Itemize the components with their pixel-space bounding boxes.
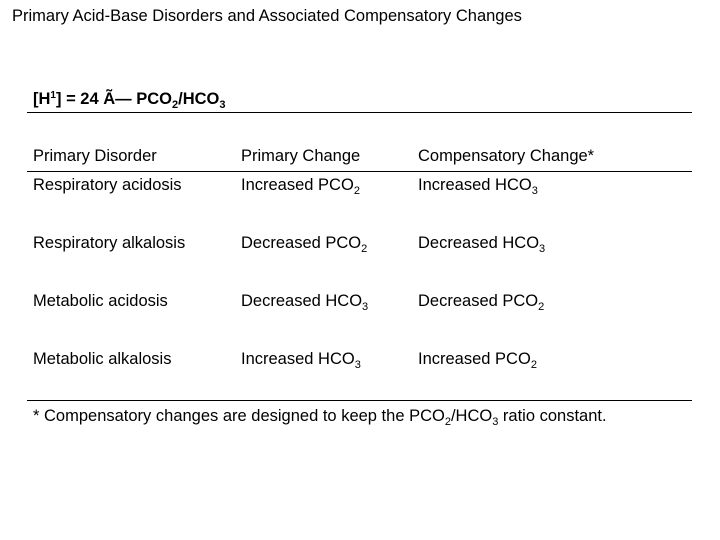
cell-text: Increased HCO bbox=[241, 350, 355, 368]
footnote-subscript-hco3: 3 bbox=[492, 416, 499, 428]
henderson-formula bbox=[33, 88, 225, 110]
formula-middle: ] = 24 Ã— PCO bbox=[55, 90, 172, 108]
formula-subscript-pco2: 2 bbox=[171, 99, 179, 111]
cell-subscript: 2 bbox=[530, 359, 537, 371]
cell-subscript: 3 bbox=[539, 243, 546, 255]
footnote bbox=[33, 405, 607, 427]
table-row-0-disorder: Respiratory acidosis bbox=[33, 176, 182, 194]
header-primary-change: Primary Change bbox=[241, 147, 361, 165]
footnote-text-3: ratio constant. bbox=[498, 407, 607, 425]
header-primary-disorder: Primary Disorder bbox=[33, 147, 157, 165]
table-row-3-compensatory-change bbox=[418, 348, 537, 370]
cell-subscript: 3 bbox=[354, 359, 361, 371]
cell-subscript: 2 bbox=[361, 243, 368, 255]
table-bottom-rule bbox=[27, 400, 692, 401]
table-row-2-compensatory-change bbox=[418, 290, 544, 312]
table-row-1-compensatory-change bbox=[418, 232, 545, 254]
table-row-3-primary-change bbox=[241, 348, 361, 370]
footnote-text-1: * Compensatory changes are designed to keep the PCO bbox=[33, 407, 445, 425]
header-compensatory-change: Compensatory Change* bbox=[418, 147, 595, 165]
table-row-2-primary-change bbox=[241, 290, 368, 312]
cell-text: Decreased HCO bbox=[241, 292, 363, 310]
page-title: Primary Acid-Base Disorders and Associated Compensatory Changes bbox=[12, 7, 522, 25]
formula-prefix: [H bbox=[33, 90, 51, 108]
cell-text: Decreased PCO bbox=[418, 292, 539, 310]
formula-superscript: 1 bbox=[50, 90, 56, 101]
cell-subscript: 3 bbox=[362, 301, 369, 313]
table-header-rule bbox=[27, 171, 692, 172]
formula-slash: /HCO bbox=[178, 90, 220, 108]
footnote-text-2: /HCO bbox=[450, 407, 493, 425]
table-row-3-disorder: Metabolic alkalosis bbox=[33, 350, 172, 368]
table-row-0-primary-change bbox=[241, 174, 360, 196]
formula-subscript-hco3: 3 bbox=[219, 99, 226, 111]
table-row-1-disorder: Respiratory alkalosis bbox=[33, 234, 186, 252]
footnote-subscript-pco2: 2 bbox=[444, 416, 451, 428]
table-row-0-compensatory-change bbox=[418, 174, 538, 196]
table-row-1-primary-change bbox=[241, 232, 367, 254]
cell-text: Decreased PCO bbox=[241, 234, 362, 252]
cell-text: Decreased HCO bbox=[418, 234, 540, 252]
table-top-rule bbox=[27, 112, 692, 113]
cell-subscript: 3 bbox=[531, 185, 538, 197]
cell-text: Increased PCO bbox=[241, 176, 354, 194]
table-row-2-disorder: Metabolic acidosis bbox=[33, 292, 168, 310]
cell-subscript: 2 bbox=[353, 185, 360, 197]
cell-text: Increased HCO bbox=[418, 176, 532, 194]
cell-subscript: 2 bbox=[538, 301, 545, 313]
cell-text: Increased PCO bbox=[418, 350, 531, 368]
